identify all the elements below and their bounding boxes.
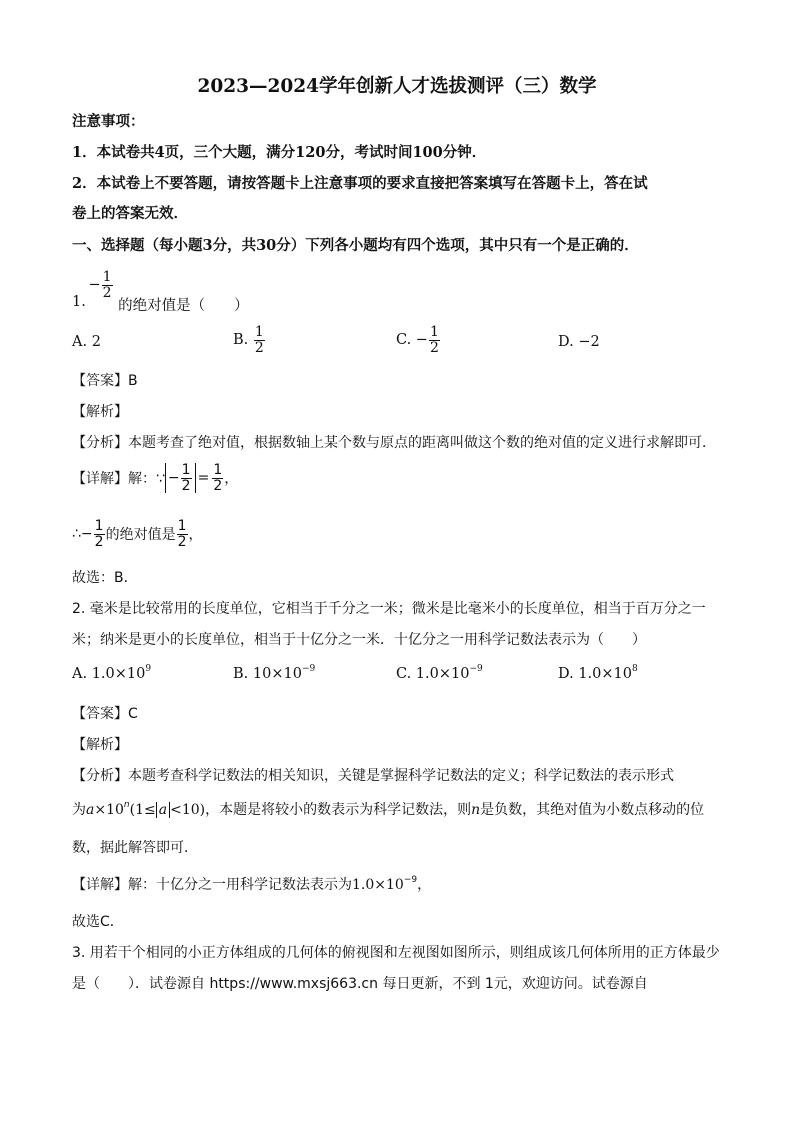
q2-detail-text: 解：十亿分之一用科学记数法表示为 [128,877,352,893]
q1-detail-label: 【详解】 [72,471,128,488]
q2-option-b-label: B. [233,666,249,682]
q1-detail [72,463,238,493]
q2-detail-tail: ， [417,877,432,893]
q1-detail-rnum: 1 [213,462,223,478]
q1-option-c [396,325,441,355]
q2-answer-label: 【答案】 [72,706,128,722]
q1-detail-eq: = [197,470,210,487]
notice-item-2-line-2: 卷上的答案无效． [72,205,188,222]
q1-option-b-label: B. [233,332,249,349]
q1-conclusion-prefix: ∴ [72,526,81,543]
q2-answer-value: C [128,706,138,722]
q1-frac-den: 2 [102,284,112,301]
q1-conclusion-rnum: 1 [177,518,187,534]
q2-option-a [72,666,151,682]
q1-option-b-den: 2 [254,339,264,356]
q1-option-d: D. −2 [558,334,600,350]
q1-number: 1. [72,294,86,310]
notice-item-2-line-1: 2．本试卷上不要答题，请按答题卡上注意事项的要求直接把答案填写在答题卡上，答在试 [72,175,648,192]
section-1-heading: 一、选择题（每小题3分，共30分）下列各小题均有四个选项，其中只有一个是正确的． [72,237,639,254]
q1-conclusion-num: 1 [94,518,104,534]
q2-fenxi-label: 【分析】 [72,768,128,784]
q1-conclusion-den: 2 [94,533,104,550]
q1-fraction [102,270,113,300]
q1-conclusion-mid: 的绝对值是 [105,527,176,544]
q2-option-d-exp: 8 [632,664,638,674]
q2-detail-exp: −9 [403,875,418,885]
q1-option-b [233,325,266,355]
q1-detail-tail: ， [224,471,239,488]
q2-option-c [396,666,483,682]
q2-option-c-exp: −9 [469,664,483,674]
q1-conclusion-tail: ， [188,527,203,544]
q2-option-d-base: 1.0×10 [578,666,632,682]
q2-option-b [233,666,315,682]
q2-option-a-exp: 9 [145,664,152,674]
q1-conclusion-result [177,519,188,549]
q2-choose: 故选C． [72,914,124,930]
q2-fenxi-text-1: 本题考查科学记数法的相关知识，关键是掌握科学记数法的定义；科学记数法的表示形式 [128,768,674,784]
q2-fenxi-l2-paren: (1≤ [129,802,156,818]
q2-detail-base: 1.0×10 [352,877,404,893]
q1-answer [72,370,138,390]
q2-detail [72,874,431,894]
q1-detail-sign: − [167,470,180,487]
q1-frac-sign: − [88,277,101,294]
q2-fenxi-l2-abs-a: a [156,802,170,818]
q1-option-b-fraction [254,325,265,355]
q1-fenxi-text: 本题考查了绝对值，根据数轴上某个数与原点的距离叫做这个数的绝对值的定义进行求解即可． [128,435,716,451]
q1-option-c-fraction [429,325,440,355]
q2-option-a-label: A. [72,666,88,682]
q2-option-c-base: 1.0×10 [415,666,470,682]
q2-detail-label: 【详解】 [72,877,128,893]
q2-option-c-label: C. [396,666,412,682]
q1-option-c-label: C. [396,332,412,349]
q1-answer-value: B [128,373,138,389]
page-title: 2023—2024学年创新人才选拔测评（三）数学 [197,76,597,97]
q1-conclusion-rden: 2 [177,533,187,550]
q1-option-b-num: 1 [254,324,264,340]
q1-detail-abs [165,463,196,493]
q1-option-c-sign: − [415,332,428,349]
q1-detail-rden: 2 [213,477,223,494]
q2-fenxi-l2-times: ×10 [94,802,124,818]
q2-fenxi-l2-end: <10) [170,802,206,818]
q2-stem-line-1: 2. 毫米是比较常用的长度单位，它相当于千分之一米；微米是比毫米小的长度单位，相当于百万分之一 [72,601,706,617]
q2-fenxi-l2-n2: n [471,802,481,818]
q1-detail-fraction [181,463,192,493]
q2-stem-line-2: 米；纳米是更小的长度单位，相当于十亿分之一米．十亿分之一用科学记数法表示为（ ） [72,632,646,648]
notice-item-1: 1．本试卷共4页，三个大题，满分120分，考试时间100分钟． [72,144,487,161]
q2-fenxi-l2-post: ，本题是将较小的数表示为科学记数法，则 [205,802,472,818]
q2-fenxi-line-1 [72,765,674,785]
q1-choose: 故选：B． [72,570,138,586]
q1-option-a: A. 2 [72,334,101,350]
q1-detail-num: 1 [181,462,191,478]
q1-option-c-num: 1 [429,324,439,340]
q2-answer [72,703,138,723]
q1-answer-label: 【答案】 [72,373,128,389]
q1-detail-result [212,463,223,493]
q1-stem-suffix: 的绝对值是（ ） [118,298,249,314]
q2-option-d [558,666,638,682]
q1-detail-prefix: 解：∵ [128,471,165,488]
q1-analysis-label: 【解析】 [72,404,128,420]
q1-fenxi [72,432,716,452]
q2-fenxi-line-2 [72,799,704,819]
q1-option-c-den: 2 [429,339,439,356]
q2-fenxi-l2-n: n [123,800,130,810]
q2-fenxi-line-3: 数，据此解答即可． [72,840,198,856]
q1-conclusion [72,519,203,549]
q1-stem [72,270,249,315]
q2-option-b-base: 10×10 [252,666,302,682]
notice-heading: 注意事项： [72,113,145,130]
q1-frac-num: 1 [102,269,112,285]
q3-stem-line-2: 是（ ）．试卷源自 https://www.mxsj663.cn 每日更新，不到 1元，欢迎访问。试卷源自 [72,976,648,992]
q2-analysis-label: 【解析】 [72,737,128,753]
q3-stem-line-1: 3. 用若干个相同的小正方体组成的几何体的俯视图和左视图如图所示，则组成该几何体所用的正方体最少 [72,945,720,961]
q2-fenxi-l2-post2: 是负数，其绝对值为小数点移动的位 [480,802,705,818]
q2-option-b-exp: −9 [301,664,316,674]
q2-fenxi-l2-a: a [86,802,95,818]
q1-detail-den: 2 [181,477,191,494]
q1-fenxi-label: 【分析】 [72,435,128,451]
q2-option-d-label: D. [558,666,574,682]
q2-fenxi-l2-pre: 为 [72,802,86,818]
q1-conclusion-sign: − [80,526,93,543]
q1-conclusion-fraction [94,519,105,549]
q2-option-a-base: 1.0×10 [91,666,146,682]
